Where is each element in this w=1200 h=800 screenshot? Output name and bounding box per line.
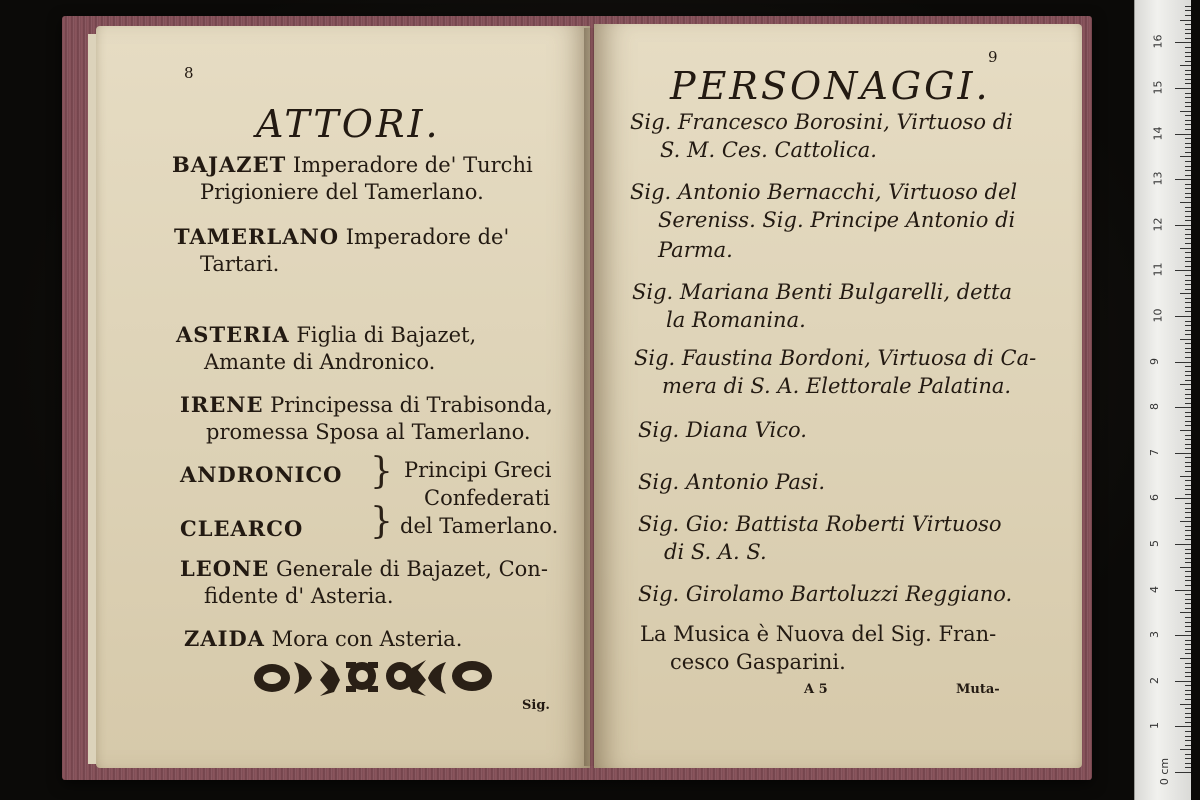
ruler-tick xyxy=(1185,243,1191,244)
music-credit-line2: cesco Gasparini. xyxy=(670,650,846,674)
ruler-tick xyxy=(1185,166,1191,167)
ruler-tick xyxy=(1180,65,1191,66)
ruler-tick xyxy=(1185,325,1191,326)
entry-bordoni-line1: Sig. Faustina Bordoni, Virtuosa di Ca- xyxy=(634,346,1037,370)
ruler-tick xyxy=(1185,15,1191,16)
ruler-tick xyxy=(1185,83,1191,84)
ruler-tick xyxy=(1185,261,1191,262)
ruler-tick xyxy=(1185,585,1191,586)
ruler-tick xyxy=(1175,453,1191,454)
char-desc: Imperadore de' xyxy=(339,225,510,249)
ruler-tick xyxy=(1185,229,1191,230)
ruler-label: 15 xyxy=(1151,80,1165,95)
ruler-tick xyxy=(1175,225,1191,226)
entry-leone xyxy=(180,556,548,581)
ruler-tick xyxy=(1185,266,1191,267)
ruler-tick xyxy=(1185,466,1191,467)
ruler-tick xyxy=(1185,644,1191,645)
ruler-tick xyxy=(1185,61,1191,62)
entry-bajazet xyxy=(172,152,533,177)
ruler-tick xyxy=(1175,42,1191,43)
char-name: TAMERLANO xyxy=(174,224,340,249)
ruler-label: 0 cm xyxy=(1158,757,1172,786)
ruler-tick xyxy=(1185,394,1191,395)
ruler-tick xyxy=(1185,170,1191,171)
entry-zaida xyxy=(184,626,462,651)
ruler-tick xyxy=(1185,617,1191,618)
ruler-tick xyxy=(1185,626,1191,627)
ruler-tick xyxy=(1185,10,1191,11)
entry-leone-line2: fidente d' Asteria. xyxy=(204,584,394,608)
ruler-tick xyxy=(1185,115,1191,116)
ruler-tick xyxy=(1185,745,1191,746)
ruler-tick xyxy=(1180,612,1191,613)
ruler-tick xyxy=(1180,476,1191,477)
entry-bernacchi-line1: Sig. Antonio Bernacchi, Virtuoso del xyxy=(630,180,1018,204)
ruler-tick xyxy=(1185,740,1191,741)
ruler-tick xyxy=(1175,681,1191,682)
ruler-tick xyxy=(1185,284,1191,285)
ruler-tick xyxy=(1185,124,1191,125)
char-desc: Generale di Bajazet, Con- xyxy=(269,557,548,581)
char-name: IRENE xyxy=(180,392,264,417)
entry-bajazet-line2: Prigioniere del Tamerlano. xyxy=(200,180,484,204)
ruler-tick xyxy=(1185,435,1191,436)
right-catchword: Muta- xyxy=(956,682,1000,697)
ruler-tick xyxy=(1175,726,1191,727)
ruler-tick xyxy=(1185,717,1191,718)
ruler-tick xyxy=(1185,676,1191,677)
entry-irene xyxy=(180,392,553,417)
ruler-tick xyxy=(1185,517,1191,518)
ruler-tick xyxy=(1185,398,1191,399)
ruler-tick xyxy=(1185,594,1191,595)
ruler-tick xyxy=(1185,754,1191,755)
ruler-tick xyxy=(1185,672,1191,673)
entry-vico-line1: Sig. Diana Vico. xyxy=(638,418,807,442)
ruler-tick xyxy=(1185,685,1191,686)
ruler-tick xyxy=(1185,713,1191,714)
entry-tamerlano xyxy=(174,224,509,249)
ruler-tick xyxy=(1185,576,1191,577)
ruler-tick xyxy=(1185,535,1191,536)
ruler-tick xyxy=(1185,33,1191,34)
char-name: ZAIDA xyxy=(184,626,265,651)
ruler-tick xyxy=(1185,690,1191,691)
ruler-tick xyxy=(1180,658,1191,659)
ruler-tick xyxy=(1185,79,1191,80)
ruler-tick xyxy=(1185,663,1191,664)
entry-borosini-line1: Sig. Francesco Borosini, Virtuoso di xyxy=(630,110,1013,134)
ruler-tick xyxy=(1185,343,1191,344)
ruler-tick xyxy=(1185,608,1191,609)
ruler-tick xyxy=(1185,371,1191,372)
entry-roberti-line2: di S. A. S. xyxy=(664,540,767,564)
ruler-tick xyxy=(1180,430,1191,431)
entry-bulgarelli-line2: la Romanina. xyxy=(666,308,806,332)
right-page-number: 9 xyxy=(988,48,998,66)
ruler-label: 2 xyxy=(1148,676,1161,684)
ruler-tick xyxy=(1185,631,1191,632)
printers-ornament-icon xyxy=(250,652,510,698)
ruler-tick xyxy=(1185,425,1191,426)
ruler-label: 7 xyxy=(1148,448,1161,456)
entry-roberti-line1: Sig. Gio: Battista Roberti Virtuoso xyxy=(638,512,1002,536)
group-desc-line1: Principi Greci xyxy=(404,458,552,482)
ruler-tick xyxy=(1185,439,1191,440)
signature-mark: A 5 xyxy=(804,682,828,697)
ruler-tick xyxy=(1185,102,1191,103)
ruler-tick xyxy=(1180,521,1191,522)
char-desc: Figlia di Bajazet, xyxy=(289,323,477,347)
ruler-tick xyxy=(1175,407,1191,408)
char-name: BAJAZET xyxy=(172,152,287,177)
ruler-tick xyxy=(1185,311,1191,312)
ruler-tick xyxy=(1175,772,1191,773)
ruler-tick xyxy=(1185,558,1191,559)
ruler-tick xyxy=(1185,494,1191,495)
ruler-tick xyxy=(1185,152,1191,153)
ruler-tick xyxy=(1185,307,1191,308)
ruler-tick xyxy=(1185,530,1191,531)
ruler-tick xyxy=(1180,156,1191,157)
ruler-tick xyxy=(1185,416,1191,417)
ruler-label: 8 xyxy=(1148,403,1161,411)
ruler-tick xyxy=(1185,380,1191,381)
ruler-tick xyxy=(1175,134,1191,135)
ruler-tick xyxy=(1185,74,1191,75)
ruler-tick xyxy=(1185,330,1191,331)
ruler-tick xyxy=(1185,47,1191,48)
entry-bernacchi-line2: Sereniss. Sig. Principe Antonio di xyxy=(658,208,1016,232)
ruler-tick xyxy=(1185,758,1191,759)
ruler-tick xyxy=(1185,280,1191,281)
ruler-tick xyxy=(1185,56,1191,57)
ruler-tick xyxy=(1175,316,1191,317)
ruler-tick xyxy=(1185,375,1191,376)
ruler-tick xyxy=(1175,590,1191,591)
ruler-tick xyxy=(1185,93,1191,94)
ruler-tick xyxy=(1185,767,1191,768)
ruler-tick xyxy=(1185,334,1191,335)
ruler-tick xyxy=(1185,403,1191,404)
ruler-tick xyxy=(1185,553,1191,554)
ruler-tick xyxy=(1180,567,1191,568)
ruler-tick xyxy=(1185,6,1191,7)
ruler-tick xyxy=(1185,599,1191,600)
ruler-tick xyxy=(1185,603,1191,604)
ruler-tick xyxy=(1180,111,1191,112)
ruler-tick xyxy=(1185,549,1191,550)
ruler-tick xyxy=(1175,88,1191,89)
ruler-tick xyxy=(1185,289,1191,290)
ruler-tick xyxy=(1185,526,1191,527)
ruler-tick xyxy=(1185,389,1191,390)
ruler-tick xyxy=(1185,653,1191,654)
ruler-tick xyxy=(1185,489,1191,490)
char-desc: Principessa di Trabisonda, xyxy=(263,393,553,417)
ruler-tick xyxy=(1185,193,1191,194)
ruler-label: 4 xyxy=(1148,585,1161,593)
ruler-tick xyxy=(1185,462,1191,463)
ruler-tick xyxy=(1185,197,1191,198)
ruler-label: 5 xyxy=(1148,540,1161,547)
ruler-tick xyxy=(1185,667,1191,668)
entry-bordoni-line2: mera di S. A. Elettorale Palatina. xyxy=(662,374,1012,398)
curly-brace-icon: } xyxy=(370,451,393,492)
ruler-tick xyxy=(1175,270,1191,271)
ruler-tick xyxy=(1175,362,1191,363)
ruler-label: 11 xyxy=(1151,262,1165,277)
ruler-tick xyxy=(1175,179,1191,180)
ruler-label: 13 xyxy=(1151,171,1165,186)
entry-borosini-line2: S. M. Ces. Cattolica. xyxy=(660,138,877,162)
ruler-tick xyxy=(1185,694,1191,695)
ruler-tick xyxy=(1185,175,1191,176)
ruler-tick xyxy=(1180,339,1191,340)
measuring-ruler xyxy=(1134,0,1191,800)
ruler-tick xyxy=(1185,211,1191,212)
ruler-tick xyxy=(1185,143,1191,144)
ruler-tick xyxy=(1185,571,1191,572)
ruler-tick xyxy=(1185,421,1191,422)
ruler-tick xyxy=(1185,298,1191,299)
ruler-tick xyxy=(1185,512,1191,513)
ruler-tick xyxy=(1185,29,1191,30)
ruler-tick xyxy=(1185,161,1191,162)
ruler-tick xyxy=(1185,480,1191,481)
ruler-tick xyxy=(1185,321,1191,322)
ruler-tick xyxy=(1175,498,1191,499)
ruler-tick xyxy=(1185,485,1191,486)
entry-pasi-line1: Sig. Antonio Pasi. xyxy=(638,470,826,494)
char-desc: Mora con Asteria. xyxy=(264,627,463,651)
entry-bulgarelli-line1: Sig. Mariana Benti Bulgarelli, detta xyxy=(632,280,1012,304)
ruler-tick xyxy=(1185,722,1191,723)
ruler-tick xyxy=(1180,202,1191,203)
personaggi-heading: PERSONAGGI. xyxy=(670,64,991,108)
left-page-number: 8 xyxy=(184,64,194,82)
group-desc-line2: Confederati xyxy=(424,486,551,510)
ruler-tick xyxy=(1175,544,1191,545)
music-credit-line1: La Musica è Nuova del Sig. Fran- xyxy=(640,622,997,646)
ruler-tick xyxy=(1180,293,1191,294)
ruler-tick xyxy=(1185,120,1191,121)
ruler-tick xyxy=(1185,448,1191,449)
ruler-tick xyxy=(1180,248,1191,249)
curly-brace-icon: } xyxy=(370,501,393,542)
ruler-tick xyxy=(1185,471,1191,472)
ruler-label: 12 xyxy=(1151,217,1165,232)
ruler-tick xyxy=(1185,238,1191,239)
ruler-tick xyxy=(1185,138,1191,139)
ruler-tick xyxy=(1185,412,1191,413)
ruler-tick xyxy=(1185,699,1191,700)
ruler-tick xyxy=(1185,220,1191,221)
ruler-tick xyxy=(1185,257,1191,258)
entry-asteria xyxy=(176,322,476,347)
ruler-tick xyxy=(1185,352,1191,353)
entry-bartoluzzi-line1: Sig. Girolamo Bartoluzzi Reggiano. xyxy=(638,582,1013,606)
ruler-label: 3 xyxy=(1148,631,1161,639)
ruler-tick xyxy=(1185,444,1191,445)
ruler-tick xyxy=(1185,348,1191,349)
ruler-tick xyxy=(1185,640,1191,641)
ruler-tick xyxy=(1180,704,1191,705)
ruler-tick xyxy=(1185,147,1191,148)
ruler-tick xyxy=(1185,580,1191,581)
entry-irene-line2: promessa Sposa al Tamerlano. xyxy=(206,420,531,444)
ruler-tick xyxy=(1185,302,1191,303)
ruler-tick xyxy=(1185,184,1191,185)
entry-tamerlano-line2: Tartari. xyxy=(200,252,280,276)
ruler-tick xyxy=(1185,508,1191,509)
ruler-label: 9 xyxy=(1148,357,1161,365)
entry-asteria-line2: Amante di Andronico. xyxy=(204,350,436,374)
ruler-tick xyxy=(1185,731,1191,732)
left-catchword: Sig. xyxy=(522,698,550,713)
ruler-tick xyxy=(1185,622,1191,623)
ruler-tick xyxy=(1185,275,1191,276)
ruler-tick xyxy=(1185,649,1191,650)
left-page xyxy=(96,26,590,768)
ruler-tick xyxy=(1180,384,1191,385)
ruler-tick xyxy=(1185,24,1191,25)
right-page xyxy=(594,24,1082,768)
ruler-tick xyxy=(1175,635,1191,636)
ruler-tick xyxy=(1185,708,1191,709)
ruler-tick xyxy=(1185,188,1191,189)
ruler-label: 14 xyxy=(1151,126,1165,141)
ruler-tick xyxy=(1185,252,1191,253)
ruler-tick xyxy=(1180,20,1191,21)
ruler-tick xyxy=(1180,749,1191,750)
ruler-label: 16 xyxy=(1151,34,1165,49)
attori-heading: ATTORI. xyxy=(256,102,441,146)
ruler-tick xyxy=(1185,216,1191,217)
char-name: LEONE xyxy=(180,556,270,581)
ruler-tick xyxy=(1185,207,1191,208)
group-desc-line3: del Tamerlano. xyxy=(400,514,559,538)
ruler-tick xyxy=(1185,457,1191,458)
char-name: ASTERIA xyxy=(176,322,290,347)
ruler-tick xyxy=(1185,736,1191,737)
ruler-tick xyxy=(1185,106,1191,107)
ruler-tick xyxy=(1185,539,1191,540)
ruler-tick xyxy=(1185,234,1191,235)
ruler-tick xyxy=(1185,97,1191,98)
char-name-andronico: ANDRONICO xyxy=(180,462,343,487)
char-desc: Imperadore de' Turchi xyxy=(286,153,533,177)
ruler-tick xyxy=(1185,129,1191,130)
ruler-tick xyxy=(1185,503,1191,504)
ruler-tick xyxy=(1185,52,1191,53)
entry-bernacchi-line3: Parma. xyxy=(658,238,733,262)
ruler-label: 1 xyxy=(1148,722,1161,730)
ruler-tick xyxy=(1185,38,1191,39)
ruler-label: 10 xyxy=(1151,308,1165,323)
ruler-tick xyxy=(1185,357,1191,358)
ruler-tick xyxy=(1185,70,1191,71)
ruler-tick xyxy=(1185,562,1191,563)
ruler-label: 6 xyxy=(1148,494,1161,502)
ruler-tick xyxy=(1185,366,1191,367)
ruler-tick xyxy=(1185,763,1191,764)
char-name-clearco: CLEARCO xyxy=(180,516,304,541)
